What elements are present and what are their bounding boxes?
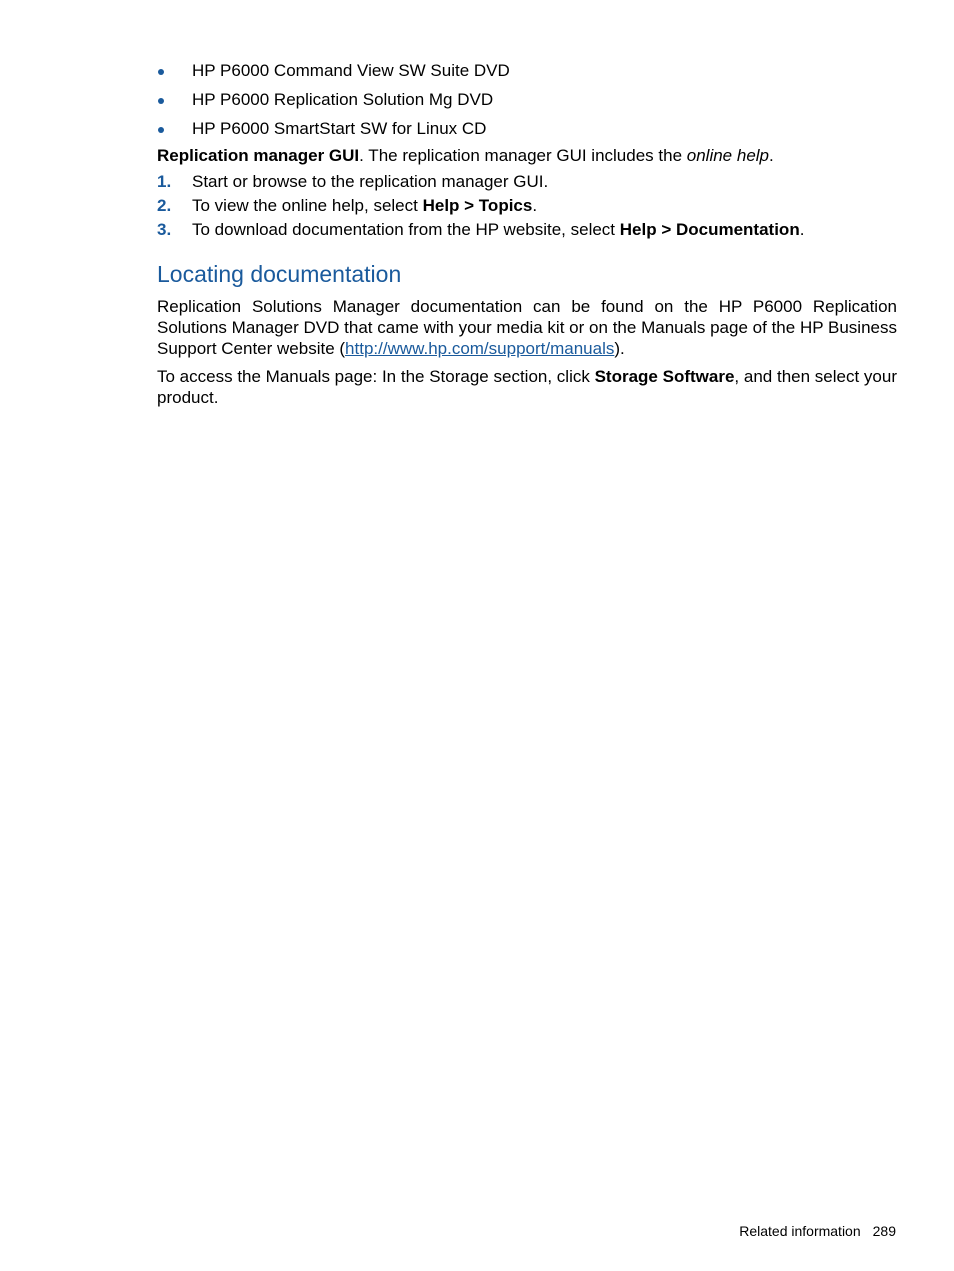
document-page bbox=[157, 58, 897, 415]
locating-text: Replication Solutions Manager documentation can be found on the HP P6000 Replication Solutions Manager DVD that came with your media kit or on the Manuals page of the HP Business Support Center website ( bbox=[157, 297, 897, 358]
intro-italic: online help bbox=[686, 146, 770, 165]
step-number: 1. bbox=[157, 172, 172, 191]
step-text: To view the online help, select bbox=[192, 196, 423, 215]
steps-list bbox=[157, 170, 897, 242]
bullet-text: HP P6000 Replication Solution Mg DVD bbox=[192, 90, 494, 109]
access-bold: Storage Software bbox=[594, 367, 735, 386]
bullet-icon bbox=[158, 69, 164, 75]
page-number: 289 bbox=[872, 1223, 896, 1239]
list-item bbox=[157, 58, 897, 87]
step-number: 2. bbox=[157, 196, 172, 215]
bullet-text: HP P6000 SmartStart SW for Linux CD bbox=[192, 119, 487, 138]
access-paragraph bbox=[157, 366, 897, 408]
bullet-text: HP P6000 Command View SW Suite DVD bbox=[192, 61, 510, 80]
access-text: To access the Manuals page: In the Storage section, click bbox=[157, 367, 595, 386]
page-footer bbox=[739, 1222, 896, 1240]
footer-label: Related information bbox=[739, 1223, 861, 1239]
list-item bbox=[157, 116, 897, 145]
step-text: To download documentation from the HP website, select bbox=[192, 220, 620, 239]
bullet-icon bbox=[158, 127, 164, 133]
manuals-link[interactable]: http://www.hp.com/support/manuals bbox=[345, 339, 615, 358]
locating-end: ). bbox=[614, 339, 625, 358]
intro-bold: Replication manager GUI bbox=[157, 146, 360, 165]
locating-paragraph bbox=[157, 296, 897, 359]
intro-text: . The replication manager GUI includes the bbox=[359, 146, 687, 165]
step-end: . bbox=[799, 220, 805, 239]
step-item bbox=[157, 218, 897, 242]
access-end: , and then select your product. bbox=[157, 367, 897, 407]
intro-paragraph bbox=[157, 145, 897, 166]
step-item bbox=[157, 194, 897, 218]
intro-end: . bbox=[769, 146, 774, 165]
list-item bbox=[157, 87, 897, 116]
step-number: 3. bbox=[157, 220, 172, 239]
bullet-icon bbox=[158, 98, 164, 104]
section-heading: Locating documentation bbox=[157, 261, 402, 287]
step-bold: Help > Documentation bbox=[619, 220, 800, 239]
step-item bbox=[157, 170, 897, 194]
media-bullet-list bbox=[157, 58, 897, 145]
step-end: . bbox=[532, 196, 538, 215]
step-text: Start or browse to the replication manager GUI. bbox=[192, 172, 549, 191]
step-bold: Help > Topics bbox=[422, 196, 533, 215]
